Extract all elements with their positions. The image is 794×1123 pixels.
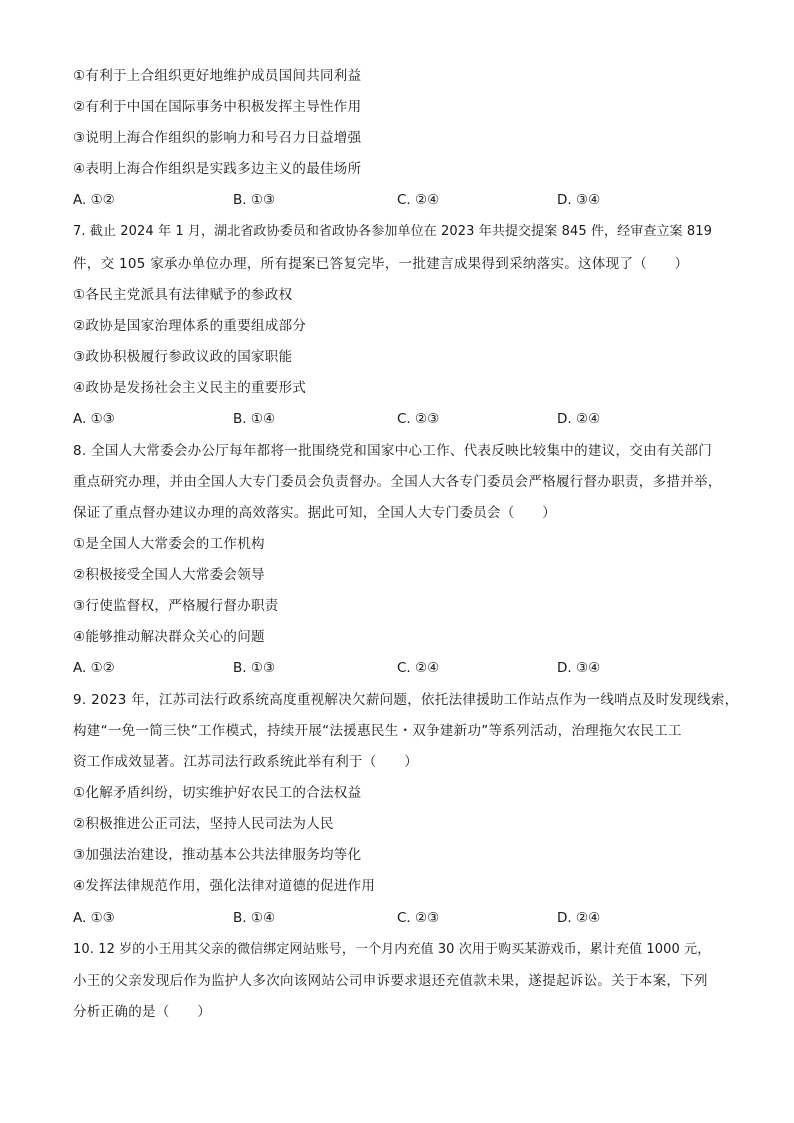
q9-option-d: D. ②④: [557, 910, 601, 926]
q8-statement-2: ②积极接受全国人大常委会领导: [73, 567, 265, 583]
q6-option-b: B. ①③: [233, 192, 276, 208]
q7-statement-1: ①各民主党派具有法律赋予的参政权: [73, 287, 293, 303]
q7-statement-3: ③政协积极履行参政议政的国家职能: [73, 349, 293, 365]
q8-option-c: C. ②④: [397, 660, 440, 676]
q8-stem-line-2: 重点研究办理，并由全国人大专门委员会负责督办。全国人大各专门委员会严格履行督办职责，多措并举，: [73, 474, 722, 490]
q7-option-c: C. ②③: [397, 411, 440, 427]
q9-statement-3: ③加强法治建设，推动基本公共法律服务均等化: [73, 847, 362, 863]
q10-stem-line-3: 分析正确的是（ ）: [73, 1004, 211, 1020]
q6-statement-3: ③说明上海合作组织的影响力和号召力日益增强: [73, 130, 362, 146]
q8-option-a: A. ①②: [73, 660, 115, 676]
q6-option-c: C. ②④: [397, 192, 440, 208]
q9-statement-4: ④发挥法律规范作用，强化法律对道德的促进作用: [73, 878, 376, 894]
q9-statement-1: ①化解矛盾纠纷，切实维护好农民工的合法权益: [73, 785, 362, 801]
q7-statement-4: ④政协是发扬社会主义民主的重要形式: [73, 380, 307, 396]
q7-option-a: A. ①③: [73, 411, 115, 427]
q8-option-d: D. ③④: [557, 660, 601, 676]
q10-stem-line-2: 小王的父亲发现后作为监护人多次向该网站公司申诉要求退还充值款未果，遂提起诉讼。关于本案，下列: [73, 973, 708, 989]
q8-stem-line-3: 保证了重点督办建议办理的高效落实。据此可知，全国人大专门委员会（ ）: [73, 505, 556, 521]
q7-stem-line-2: 件，交 105 家承办单位办理，所有提案已答复完毕，一批建言成果得到采纳落实。这体现了（ ）: [73, 256, 689, 272]
q8-statement-3: ③行使监督权，严格履行督办职责: [73, 598, 279, 614]
q7-option-b: B. ①④: [233, 411, 276, 427]
q10-stem-line-1: 10. 12 岁的小王用其父亲的微信绑定网站账号，一个月内充值 30 次用于购买某游戏币，累计充值 1000 元，: [73, 942, 711, 957]
q8-stem-line-1: 8. 全国人大常委会办公厅每年都将一批围绕党和国家中心工作、代表反映比较集中的建议，交由有关部门: [73, 443, 713, 459]
q9-stem-line-1: 9. 2023 年，江苏司法行政系统高度重视解决欠薪问题，依托法律援助工作站点作为一线哨点及时发现线索，: [73, 692, 739, 708]
q8-option-b: B. ①③: [233, 660, 276, 676]
q9-option-a: A. ①③: [73, 910, 115, 926]
q9-statement-2: ②积极推进公正司法，坚持人民司法为人民: [73, 816, 334, 832]
q9-stem-line-2: 构建“一免一简三快”工作模式，持续开展“法援惠民生・双争建新功”等系列活动，治理拖欠农民工工: [73, 723, 682, 739]
q9-stem-line-3: 资工作成效显著。江苏司法行政系统此举有利于（ ）: [73, 754, 418, 770]
q6-option-d: D. ③④: [557, 192, 601, 208]
q8-statement-4: ④能够推动解决群众关心的问题: [73, 629, 265, 645]
q9-option-c: C. ②③: [397, 910, 440, 926]
q7-stem-line-1: 7. 截止 2024 年 1 月，湖北省政协委员和省政协各参加单位在 2023 年共提交提案 845 件，经审查立案 819: [73, 224, 712, 239]
q7-statement-2: ②政协是国家治理体系的重要组成部分: [73, 318, 307, 334]
q9-option-b: B. ①④: [233, 910, 276, 926]
q7-option-d: D. ②④: [557, 411, 601, 427]
q6-option-a: A. ①②: [73, 192, 115, 208]
q8-statement-1: ①是全国人大常委会的工作机构: [73, 536, 265, 552]
q6-statement-2: ②有利于中国在国际事务中积极发挥主导性作用: [73, 99, 362, 115]
q6-statement-4: ④表明上海合作组织是实践多边主义的最佳场所: [73, 161, 362, 177]
q6-statement-1: ①有利于上合组织更好地维护成员国间共同利益: [73, 68, 362, 84]
